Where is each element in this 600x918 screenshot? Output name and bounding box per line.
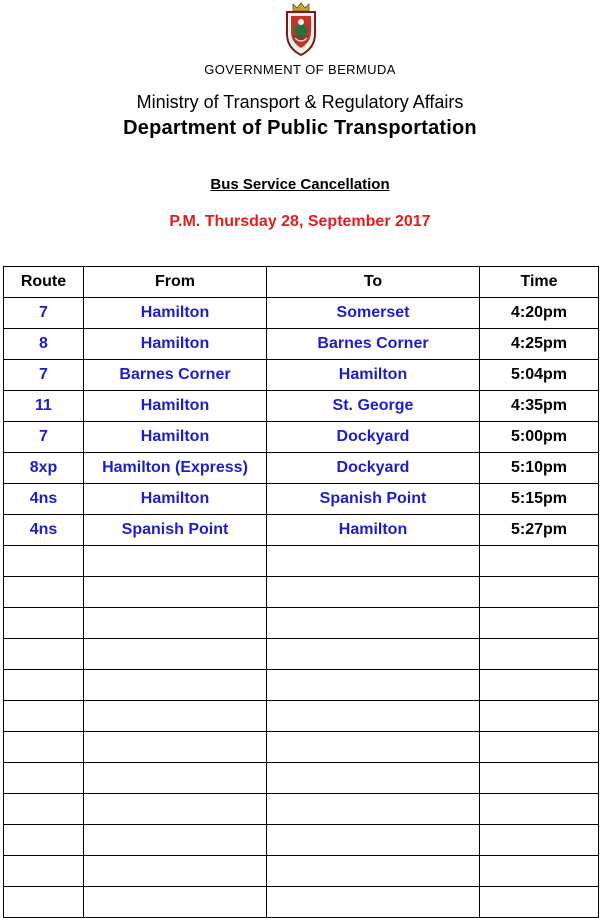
empty-cell [480,763,599,794]
notice-title: Bus Service Cancellation [210,176,390,193]
route-cell: 4ns [4,515,84,546]
to-cell: Dockyard [267,422,480,453]
empty-table-row [4,670,599,701]
empty-cell [267,701,480,732]
empty-table-row [4,546,599,577]
empty-cell [4,546,84,577]
empty-cell [84,577,267,608]
empty-cell [267,794,480,825]
column-header-time: Time [480,267,599,298]
to-cell: Hamilton [267,515,480,546]
route-cell: 4ns [4,484,84,515]
empty-cell [267,887,480,918]
department-name: Department of Public Transportation [123,117,477,139]
time-cell: 5:15pm [480,484,599,515]
empty-cell [480,732,599,763]
empty-table-row [4,763,599,794]
time-cell: 4:20pm [480,298,599,329]
empty-table-row [4,639,599,670]
table-row [4,329,599,360]
table-row [4,360,599,391]
empty-table-row [4,732,599,763]
route-cell: 11 [4,391,84,422]
empty-table-row [4,577,599,608]
column-header-route: Route [4,267,84,298]
from-cell: Spanish Point [84,515,267,546]
empty-cell [480,794,599,825]
from-cell: Hamilton [84,422,267,453]
empty-cell [267,546,480,577]
table-row [4,391,599,422]
empty-table-row [4,856,599,887]
empty-cell [84,825,267,856]
from-cell: Hamilton [84,391,267,422]
empty-cell [4,825,84,856]
to-cell: Somerset [267,298,480,329]
to-cell: Barnes Corner [267,329,480,360]
route-cell: 7 [4,298,84,329]
time-cell: 5:00pm [480,422,599,453]
empty-table-row [4,794,599,825]
empty-table-row [4,701,599,732]
empty-cell [84,887,267,918]
time-cell: 4:25pm [480,329,599,360]
empty-cell [480,887,599,918]
empty-cell [267,608,480,639]
time-cell: 5:10pm [480,453,599,484]
ministry-name: Ministry of Transport & Regulatory Affairs [136,92,464,112]
column-header-to: To [267,267,480,298]
empty-cell [480,825,599,856]
government-name: GOVERNMENT OF BERMUDA [204,62,396,77]
empty-table-row [4,887,599,918]
route-cell: 8xp [4,453,84,484]
empty-cell [4,577,84,608]
empty-cell [4,794,84,825]
cancellation-table [3,266,599,918]
empty-cell [4,670,84,701]
empty-cell [84,763,267,794]
route-cell: 8 [4,329,84,360]
from-cell: Hamilton [84,298,267,329]
from-cell: Barnes Corner [84,360,267,391]
to-cell: Spanish Point [267,484,480,515]
from-cell: Hamilton [84,329,267,360]
empty-cell [480,546,599,577]
column-header-from: From [84,267,267,298]
empty-cell [4,763,84,794]
time-cell: 5:27pm [480,515,599,546]
to-cell: Dockyard [267,453,480,484]
empty-cell [84,732,267,763]
empty-cell [84,701,267,732]
table-header-row [4,267,599,298]
bermuda-crest-icon [280,2,322,58]
empty-cell [84,856,267,887]
table-row [4,298,599,329]
empty-cell [84,608,267,639]
from-cell: Hamilton (Express) [84,453,267,484]
empty-cell [4,856,84,887]
empty-cell [84,794,267,825]
empty-cell [267,577,480,608]
empty-cell [480,701,599,732]
notice-date: P.M. Thursday 28, September 2017 [169,213,431,230]
table-row [4,453,599,484]
empty-cell [4,608,84,639]
empty-cell [4,732,84,763]
empty-cell [480,670,599,701]
time-cell: 5:04pm [480,360,599,391]
empty-table-row [4,825,599,856]
empty-cell [480,856,599,887]
route-cell: 7 [4,422,84,453]
empty-cell [267,825,480,856]
empty-cell [84,670,267,701]
empty-cell [84,546,267,577]
empty-cell [4,701,84,732]
table-row [4,484,599,515]
empty-cell [4,639,84,670]
empty-cell [84,639,267,670]
table-row [4,515,599,546]
to-cell: St. George [267,391,480,422]
empty-cell [480,608,599,639]
empty-table-row [4,608,599,639]
empty-cell [267,763,480,794]
empty-cell [480,577,599,608]
route-cell: 7 [4,360,84,391]
empty-cell [267,639,480,670]
empty-cell [4,887,84,918]
to-cell: Hamilton [267,360,480,391]
empty-cell [480,639,599,670]
from-cell: Hamilton [84,484,267,515]
time-cell: 4:35pm [480,391,599,422]
empty-cell [267,856,480,887]
empty-cell [267,670,480,701]
table-row [4,422,599,453]
empty-cell [267,732,480,763]
